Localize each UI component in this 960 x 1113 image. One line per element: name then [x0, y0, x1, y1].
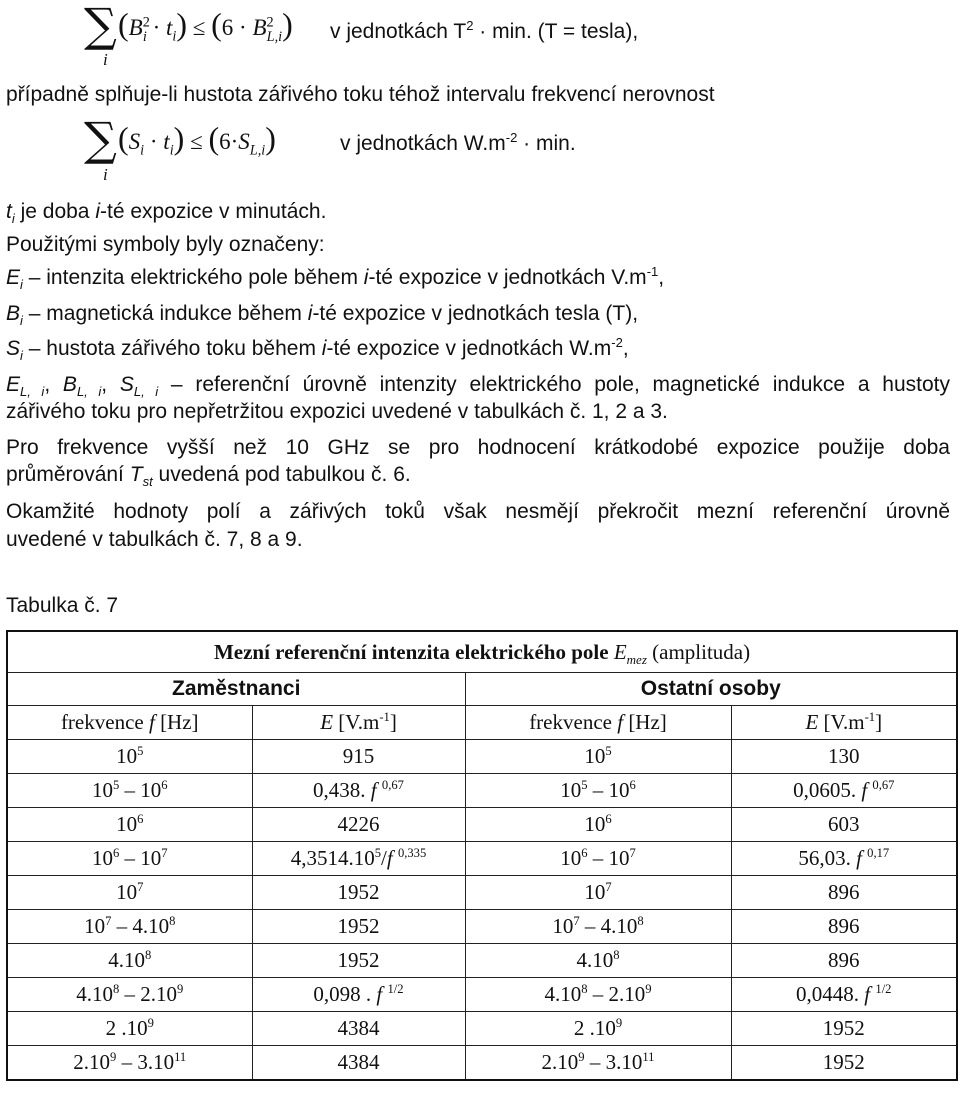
paragraph-ti: $t_i$ je doba i-té expozice v minutách.	[6, 200, 327, 227]
paragraph-instantaneous-line1: Okamžité hodnoty polí a zářivých toků však nesmějí překročit mezní referenční úrovně	[6, 500, 950, 523]
frequency-cell: 4.10$^8$ – 2.10$^9$	[465, 978, 731, 1012]
table-row	[7, 842, 957, 876]
frequency-cell: $10^7 - 4.10^8$	[465, 910, 731, 944]
sum-symbol: ∑	[84, 0, 117, 52]
frequency-cell: 2.10$^9$ – 3.10$^{11}$	[465, 1046, 731, 1081]
frequency-cell: 2.10$^9$ – 3.10$^{11}$	[7, 1046, 252, 1081]
column-header-e: E $[V.m^{-1}]$	[252, 706, 465, 740]
frequency-cell: $10^5$	[7, 740, 252, 774]
e-value-cell: 4,3514.10$^5$/f $^{0,335}$	[252, 842, 465, 876]
definition-reference-levels-line2: zářivého toku pro nepřetržitou expozici uvedené v tabulkách č. 1, 2 a 3.	[6, 400, 668, 423]
paragraph-instantaneous-line2: uvedené v tabulkách č. 7, 8 a 9.	[6, 528, 303, 551]
table-label: Tabulka č. 7	[6, 594, 119, 617]
column-header-frequency: frekvence f [Hz]	[465, 706, 731, 740]
table-row	[7, 944, 957, 978]
table-row	[7, 740, 957, 774]
e-value-cell: 0,0605. f $^{0,67}$	[731, 774, 957, 808]
definition-e: $E_i$ – intenzita elektrického pole během i-té expozice v jednotkách $V.m^{-1}$,	[6, 264, 665, 293]
frequency-cell: 4.10$^8$	[7, 944, 252, 978]
frequency-cell: $10^7 - 4.10^8$	[7, 910, 252, 944]
paragraph-frequency-line1: Pro frekvence vyšší než 10 GHz se pro hodnocení krátkodobé expozice použije doba	[6, 436, 950, 459]
group-employees: Zaměstnanci	[7, 673, 465, 706]
frequency-cell: $10^7$	[7, 876, 252, 910]
formula-unit: v jednotkách $W.m^{-2} \cdot \min$.	[340, 130, 576, 155]
table-body	[7, 740, 957, 1081]
frequency-cell: $10^5 - 10^6$	[7, 774, 252, 808]
e-value-cell: 1952	[252, 910, 465, 944]
table-row	[7, 876, 957, 910]
frequency-cell: 4.10$^8$ – 2.10$^9$	[7, 978, 252, 1012]
formula-unit: v jednotkách $T^2 \cdot \min$. (T = tesla),	[330, 18, 639, 43]
frequency-cell: $10^6 - 10^7$	[465, 842, 731, 876]
e-value-cell: 1952	[731, 1046, 957, 1081]
limit-table	[6, 630, 958, 1081]
e-value-cell: 896	[731, 876, 957, 910]
table-row	[7, 774, 957, 808]
sum-index: i	[103, 165, 108, 184]
table-row	[7, 1012, 957, 1046]
e-value-cell: 0,438. f $^{0,67}$	[252, 774, 465, 808]
paragraph-frequency-line2: průměrování $T_{st}$ uvedená pod tabulkou č. 6.	[6, 463, 411, 490]
table-caption: Mezní referenční intenzita elektrického pole $E_{mez}$ (amplituda)	[7, 631, 957, 673]
paragraph-pripadne: případně splňuje-li hustota zářivého toku téhož intervalu frekvencí nerovnost	[6, 83, 715, 106]
e-value-cell: 0,098 . f $^{1/2}$	[252, 978, 465, 1012]
table-row	[7, 978, 957, 1012]
formula-lhs: $(S_i \cdot t_i) \le (6\cdot S_{L,i})$	[118, 120, 276, 159]
frequency-cell: 4.10$^8$	[465, 944, 731, 978]
frequency-cell: $10^6$	[465, 808, 731, 842]
e-value-cell: 4226	[252, 808, 465, 842]
sum-index: i	[103, 50, 108, 69]
definition-b: $B_i$ – magnetická indukce během i-té expozice v jednotkách tesla (T),	[6, 302, 639, 329]
e-value-cell: 896	[731, 944, 957, 978]
e-value-cell: 130	[731, 740, 957, 774]
definition-s: $S_i$ – hustota zářivého toku během i-té expozice v jednotkách $W.m^{-2}$,	[6, 335, 629, 364]
sum-symbol: ∑	[84, 112, 117, 166]
column-header-e: E $[V.m^{-1}]$	[731, 706, 957, 740]
e-value-cell: 56,03. f $^{0,17}$	[731, 842, 957, 876]
e-value-cell: 603	[731, 808, 957, 842]
paragraph-symbols: Použitými symboly byly označeny:	[6, 233, 325, 256]
frequency-cell: $10^6 - 10^7$	[7, 842, 252, 876]
e-value-cell: 4384	[252, 1012, 465, 1046]
formula-lhs: $(B^2_i \cdot t_i) \le (6 \cdot B^2_{L,i})$	[118, 6, 293, 45]
definition-reference-levels: $E_{L, i}$, $B_{L, i}$, $S_{L, i}$ – referenční úrovně intenzity elektrického pole, magnetické indukce a hustoty	[6, 373, 950, 400]
e-value-cell: 0,0448. f $^{1/2}$	[731, 978, 957, 1012]
table-row	[7, 1046, 957, 1081]
e-value-cell: 1952	[252, 876, 465, 910]
e-value-cell: 1952	[252, 944, 465, 978]
table-row	[7, 808, 957, 842]
frequency-cell: 2 $.10^9$	[465, 1012, 731, 1046]
group-other-persons: Ostatní osoby	[465, 673, 957, 706]
e-value-cell: 915	[252, 740, 465, 774]
frequency-cell: $10^6$	[7, 808, 252, 842]
frequency-cell: 2 $.10^9$	[7, 1012, 252, 1046]
frequency-cell: $10^5$	[465, 740, 731, 774]
e-value-cell: 4384	[252, 1046, 465, 1081]
frequency-cell: $10^7$	[465, 876, 731, 910]
table-row	[7, 910, 957, 944]
column-header-frequency: frekvence f [Hz]	[7, 706, 252, 740]
frequency-cell: $10^5 - 10^6$	[465, 774, 731, 808]
e-value-cell: 1952	[731, 1012, 957, 1046]
e-value-cell: 896	[731, 910, 957, 944]
